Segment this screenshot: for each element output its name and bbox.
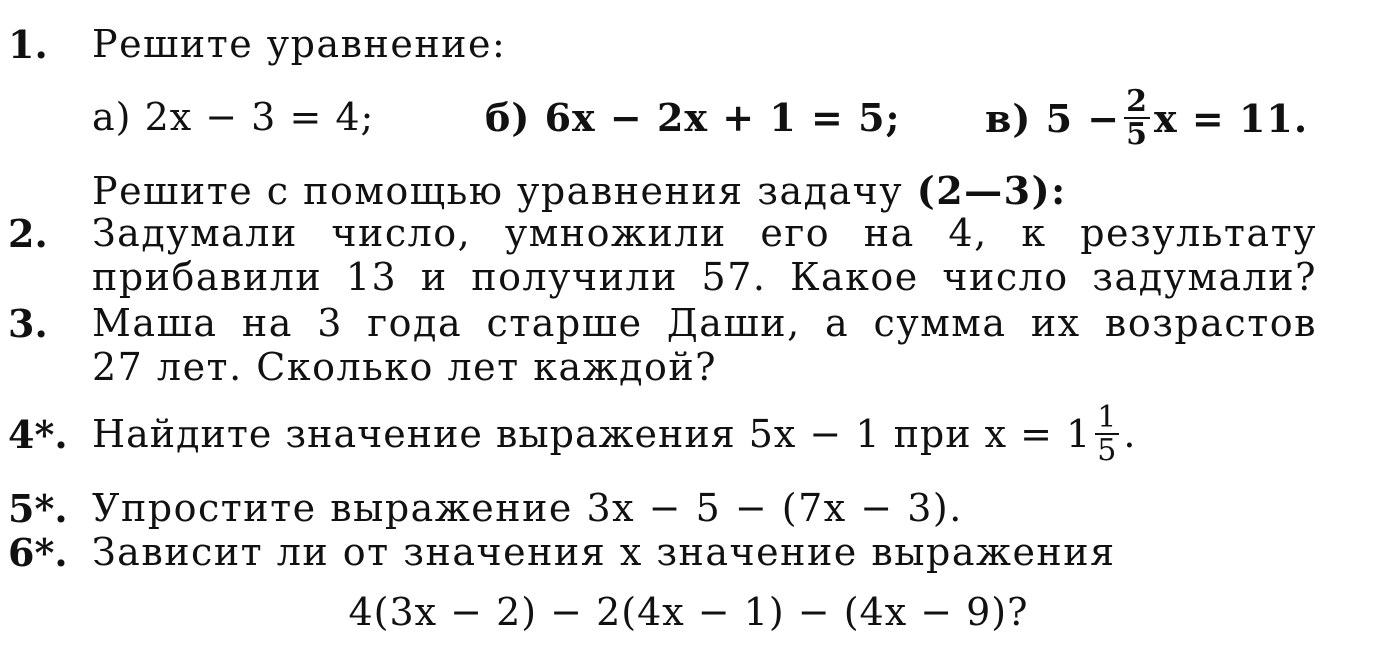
task-1c — [985, 78, 1308, 158]
task-6-number: 6*. — [8, 530, 68, 575]
task-4-text: Найдите значение выражения 5x − 1 при x = 1 — [92, 412, 1092, 456]
task-5-text: Упростите выражение 3x − 5 − (7x − 3). — [92, 486, 963, 530]
task-3-line-2: 27 лет. Сколько лет каждой? — [92, 345, 718, 389]
note-text: Решите с помощью уравнения задачу — [92, 169, 904, 213]
task-4-fraction — [1095, 399, 1119, 468]
note-ref: (2—3): — [916, 168, 1067, 213]
task-1c-pre: 5 − — [1045, 95, 1121, 141]
task-3-line-1: Маша на 3 года старше Даши, а сумма их возрастов — [92, 301, 1317, 345]
task-5-number: 5*. — [8, 486, 68, 531]
task-1b-equation: 6x − 2x + 1 = 5; — [544, 95, 901, 140]
task-1c-post: x = 11. — [1154, 95, 1309, 141]
task-1c-label: в) — [985, 95, 1032, 141]
note — [92, 168, 1317, 213]
task-4-frac-den: 5 — [1097, 433, 1118, 468]
task-1c-frac-num: 2 — [1126, 83, 1149, 119]
task-4-number: 4*. — [8, 412, 68, 457]
task-1a-label: а) — [92, 95, 132, 139]
task-2-number: 2. — [8, 211, 48, 256]
task-1c-fraction — [1124, 83, 1150, 152]
task-1b-label: б) — [485, 95, 531, 140]
task-6-text: Зависит ли от значения x значение выражения — [92, 530, 1116, 574]
task-1a-equation: 2x − 3 = 4; — [144, 95, 375, 139]
task-4-end: . — [1123, 412, 1137, 456]
task-2-line-2: прибавили 13 и получили 57. Какое число задумали? — [92, 255, 1317, 299]
task-4 — [92, 396, 1136, 472]
task-4-frac-num: 1 — [1097, 399, 1118, 435]
task-1-number: 1. — [8, 22, 48, 67]
task-3-number: 3. — [8, 301, 48, 346]
task-2-line-1: Задумали число, умножили его на 4, к результату — [92, 211, 1317, 255]
task-6-expression: 4(3x − 2) − 2(4x − 1) − (4x − 9)? — [348, 590, 1029, 634]
task-1b — [485, 95, 901, 140]
task-1a — [92, 95, 374, 139]
task-1-instruction: Решите уравнение: — [92, 22, 507, 66]
task-1c-frac-den: 5 — [1126, 117, 1149, 152]
